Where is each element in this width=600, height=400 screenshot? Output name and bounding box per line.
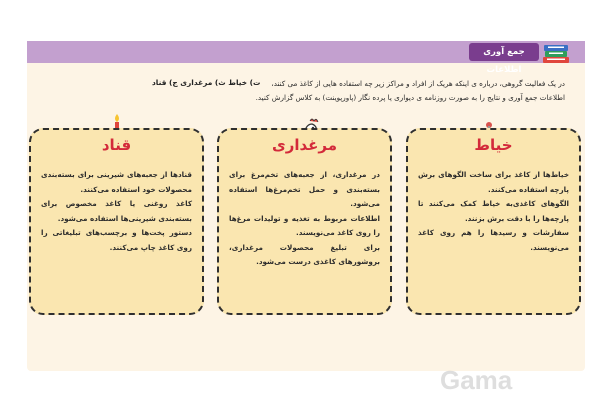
card-poultry <box>217 128 392 315</box>
watermark-logo: Gama <box>440 365 513 395</box>
card-body-confectioner <box>41 168 192 255</box>
card-line: دستور پخت‌ها و برچسب‌های تبلیغاتی را روی کاغذ چاپ می‌کنند. <box>41 228 192 252</box>
card-title-poultry: مرغداری <box>271 136 338 154</box>
books-icon <box>541 37 571 65</box>
card-tailor <box>406 128 581 315</box>
header-bar <box>27 41 585 75</box>
card-line: الگوهای کاغذی‌به خیاط کمک می‌کنند تا پارچه‌ها را با دقت برش بزنند. <box>418 199 569 223</box>
card-line: سفارشات و رسیدها را هم روی کاغذ می‌نویسند. <box>418 228 569 252</box>
intro-line-2: اطلاعات جمع آوری و نتایج را به صورت روزنامه ی دیواری یا پرده نگار (پاورپوینت) به کلاس گزارش کنید. <box>255 93 565 102</box>
card-line: خیاط‌ها از کاغذ برای ساخت الگوهای برش پارچه استفاده می‌کنند. <box>418 170 569 194</box>
card-line: در مرغداری، از جعبه‌های تخم‌مرغ برای بسته‌بندی و حمل تخم‌مرغ‌ها استفاده می‌شود. <box>229 170 380 208</box>
intro-line-1: در یک فعالیت گروهی، درباره ی اینکه هریک از افراد و مراکز زیر چه استفاده هایی از کاغذ می کنند، <box>271 79 565 88</box>
card-line: کاغذ روغنی یا کاغذ مخصوص برای بسته‌بندی شیرینی‌ها استفاده می‌شود. <box>41 199 192 223</box>
card-line: اطلاعات مربوط به تغذیه و تولیدات مرغ‌ها را روی کاغذ می‌نویسند. <box>229 213 380 237</box>
card-title-confectioner: قناد <box>101 136 132 154</box>
card-line: قنادها از جعبه‌های شیرینی برای بسته‌بندی محصولات خود استفاده می‌کنند. <box>41 170 192 194</box>
card-body-tailor <box>418 168 569 255</box>
options-text: ت) خیاط ث) مرغداری ج) قناد <box>152 78 261 87</box>
card-confectioner <box>29 128 204 315</box>
card-body-poultry <box>229 168 380 270</box>
header-title: جمع آوری اطلاعات <box>469 43 539 61</box>
card-line: برای تبلیغ محصولات مرغداری، بروشورهای کاغذی درست می‌شود. <box>229 242 380 266</box>
card-title-tailor: خیاط <box>474 136 513 154</box>
